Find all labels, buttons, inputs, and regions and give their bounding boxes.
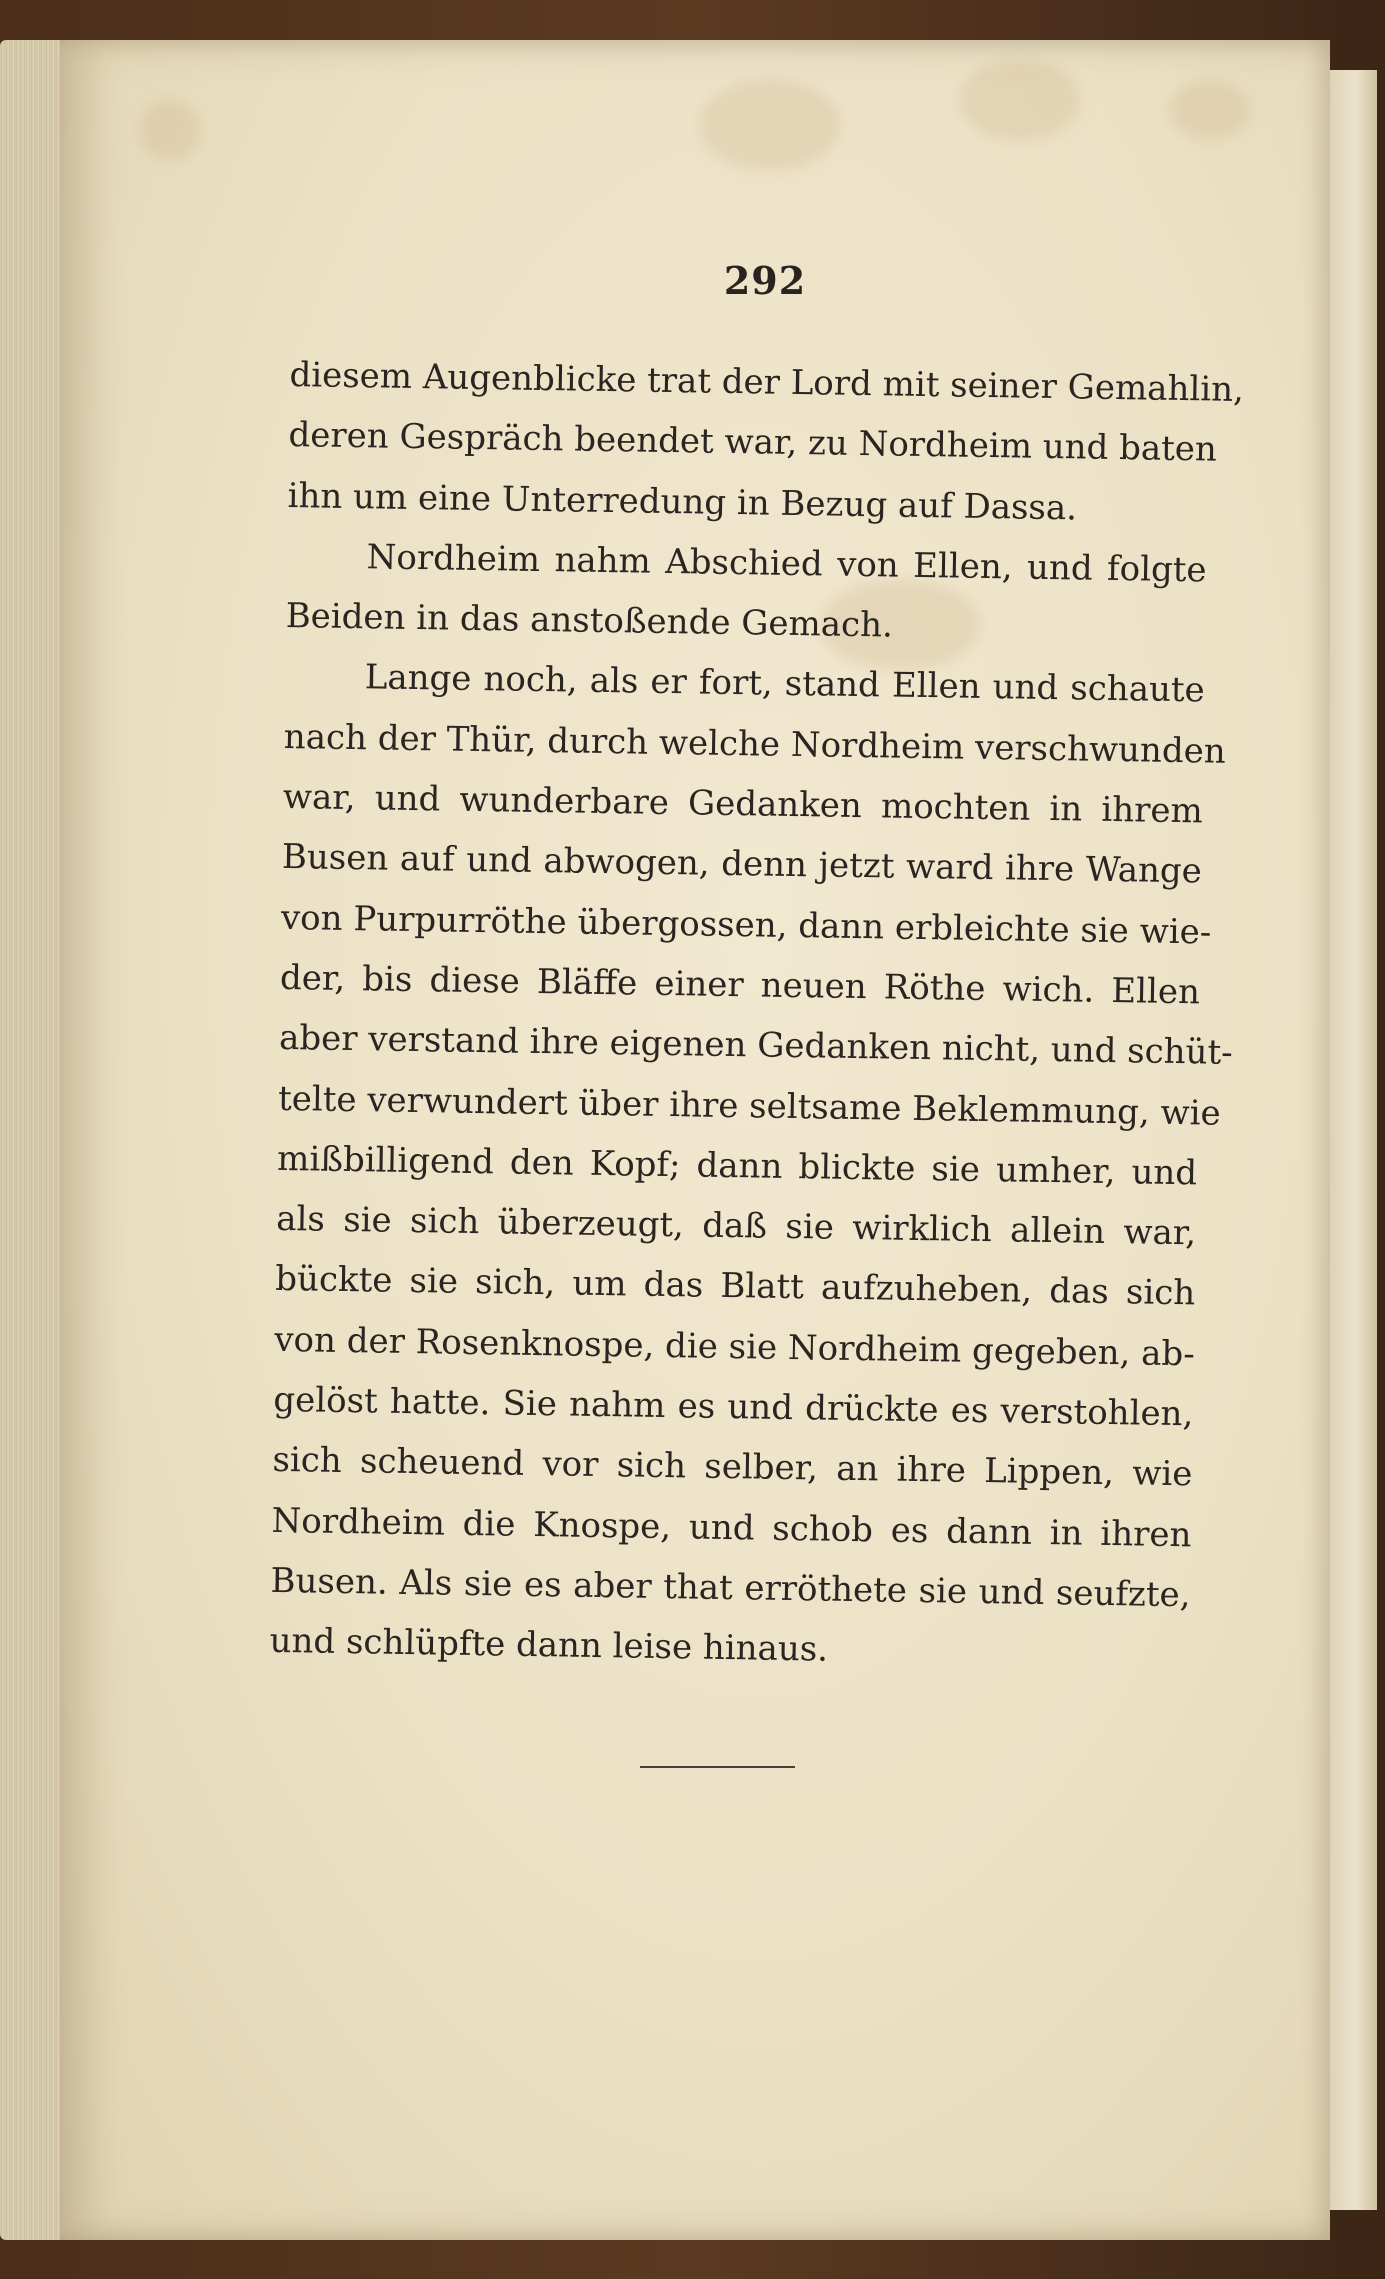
body-text (269, 345, 1245, 1686)
stain (960, 60, 1080, 140)
text-line: Busen. Als sie es aber that erröthete sie und seufzte, (270, 1560, 1191, 1616)
text-line: deren Gespräch beendet war, zu Nordheim und baten (288, 415, 1218, 470)
text-line: diesem Augenblicke trat der Lord mit seiner Gemahlin, (289, 354, 1245, 410)
text-line: mißbilligend den Kopf; dann blickte sie umher, und (276, 1138, 1198, 1194)
text-line: Lange noch, als er fort, stand Ellen und schaute (364, 657, 1205, 711)
text-line: Beiden in das anstoßende Gemach. (285, 596, 894, 646)
stain (1170, 80, 1250, 140)
page-number: 292 (723, 258, 807, 303)
text-line: und schlüpfte dann leise hinaus. (269, 1621, 829, 1670)
text-line: ihn um eine Unterredung in Bezug auf Dassa. (287, 475, 1078, 528)
stain (700, 80, 840, 170)
text-line: der, bis diese Bläffe einer neuen Röthe wich. Ellen (279, 957, 1201, 1013)
text-line: Busen auf und abwogen, denn jetzt ward ihre Wange (281, 837, 1203, 892)
text-line: sich scheuend vor sich selber, an ihre Lippen, wie (272, 1440, 1193, 1495)
text-line: als sie sich überzeugt, daß sie wirklich allein war, (275, 1199, 1197, 1254)
text-line: war, und wunderbare Gedanken mochten in ihrem (282, 777, 1204, 832)
text-line: gelöst hatte. Sie nahm es und drückte es verstohlen, (273, 1379, 1194, 1435)
text-line: Nordheim die Knospe, und schob es dann in ihren (271, 1500, 1192, 1555)
stain (140, 100, 200, 160)
text-line: nach der Thür, durch welche Nordheim verschwunden (283, 716, 1226, 772)
text-line: von Purpurröthe übergossen, dann erbleichte sie wie- (280, 897, 1212, 953)
text-line: telte verwundert über ihre seltsame Beklemmung, wie (277, 1078, 1221, 1134)
text-line: aber verstand ihre eigenen Gedanken nicht, und schüt- (278, 1018, 1233, 1074)
section-divider (640, 1766, 795, 1768)
text-line: Nordheim nahm Abschied von Ellen, und folgte (366, 537, 1207, 591)
text-line: von der Rosenknospe, die sie Nordheim gegeben, ab- (274, 1319, 1196, 1375)
text-line: bückte sie sich, um das Blatt aufzuheben, das sich (275, 1259, 1196, 1314)
